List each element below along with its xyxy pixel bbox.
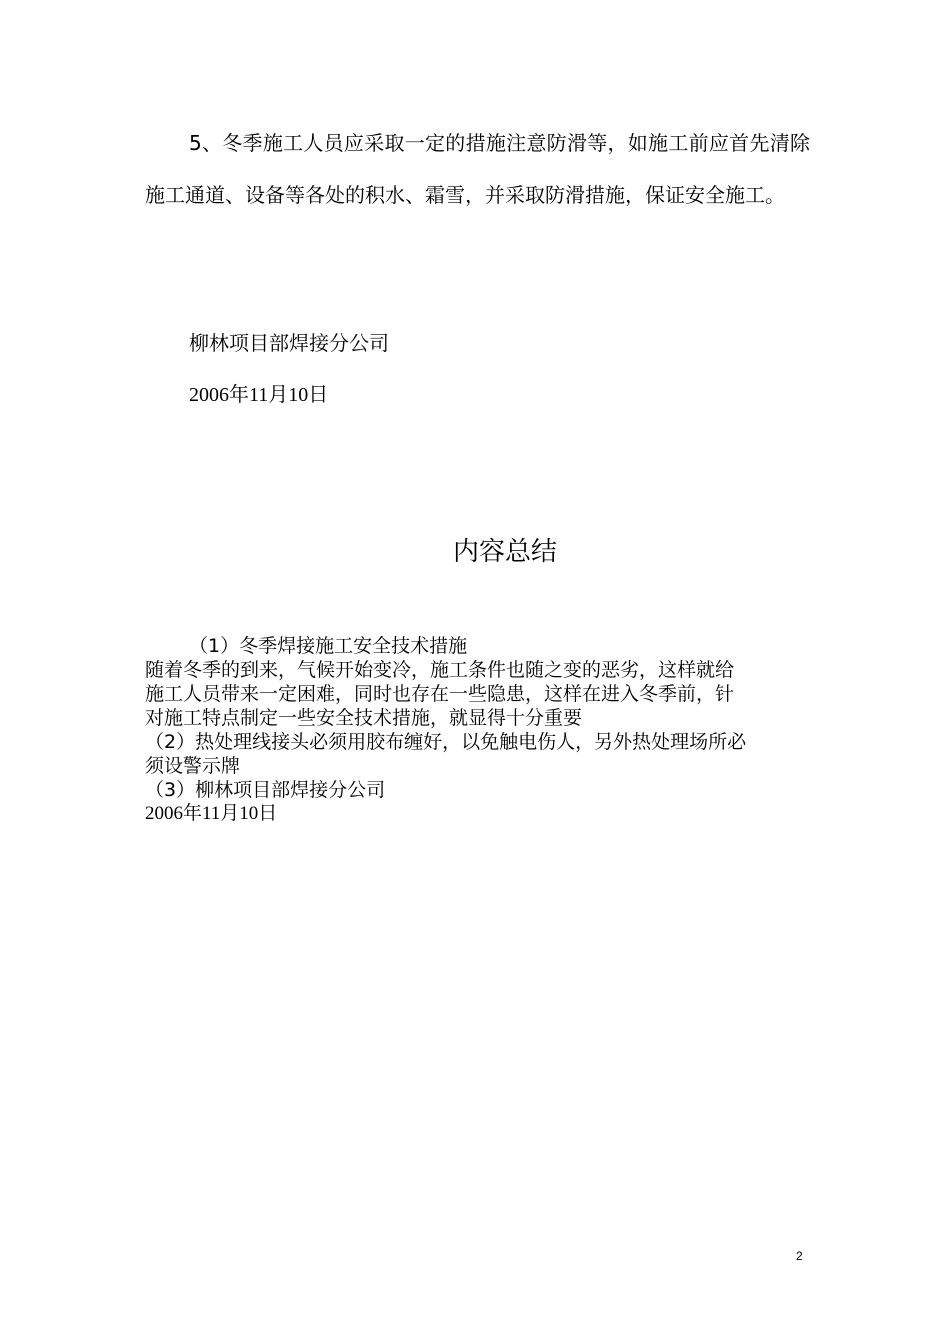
signature-company: 柳林项目部焊接分公司	[189, 331, 389, 355]
summary-line: 对施工特点制定一些安全技术措施，就显得十分重要	[145, 707, 583, 729]
summary-line: 须设警示牌	[145, 755, 241, 777]
body-text	[145, 117, 810, 221]
summary-line: 施工人员带来一定困难，同时也存在一些隐患，这样在进入冬季前，针	[145, 683, 735, 705]
signature-date: 2006年11月10日	[189, 384, 329, 406]
summary-line: （2）热处理线接头必须用胶布缠好，以免触电伤人，另外热处理场所必	[145, 731, 747, 753]
summary-line: 随着冬季的到来，气候开始变冷，施工条件也随之变的恶劣，这样就给	[145, 659, 735, 681]
summary-line: （3）柳林项目部焊接分公司	[145, 779, 386, 801]
summary-line: （1）冬季焊接施工安全技术措施	[189, 635, 468, 657]
page-number: 2	[796, 1249, 803, 1263]
paragraph-5: 5、冬季施工人员应采取一定的措施注意防滑等，如施工前应首先清除施工通道、设备等各处的积水、霜雪，并采取防滑措施，保证安全施工。	[145, 131, 810, 207]
summary-line: 2006年11月10日	[145, 803, 278, 824]
summary-title: 内容总结	[452, 537, 557, 567]
summary-body	[145, 634, 810, 826]
